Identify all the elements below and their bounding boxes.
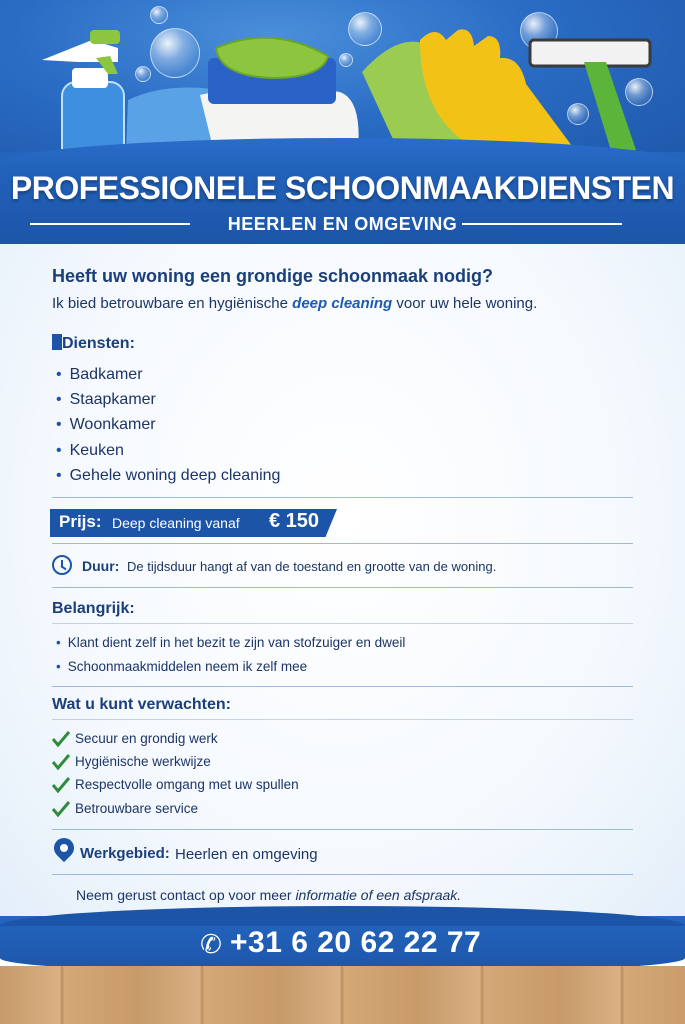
- price-text: Deep cleaning vanaf: [112, 515, 240, 531]
- list-item: Secuur en grondig werk: [75, 731, 218, 746]
- list-item: • Keuken: [56, 442, 124, 460]
- contact-text: Neem gerust contact op voor meer informatie of een afspraak.: [76, 887, 462, 903]
- divider: [52, 874, 633, 875]
- area-label: Werkgebied:: [80, 845, 170, 862]
- divider: [52, 587, 633, 588]
- services-heading: Diensten:: [52, 334, 135, 353]
- area-text: Heerlen en omgeving: [175, 846, 318, 863]
- divider: [52, 623, 633, 624]
- list-item: • Gehele woning deep cleaning: [56, 467, 280, 485]
- divider: [52, 829, 633, 830]
- price-label: Prijs:: [59, 512, 102, 531]
- phone-icon: ✆: [200, 929, 222, 959]
- divider: [52, 543, 633, 544]
- heading-marker: [52, 334, 62, 350]
- page-subtitle: HEERLEN EN OMGEVING: [227, 214, 458, 234]
- intro-text: Ik bied betrouwbare en hygiënische deep cleaning voor uw hele woning.: [52, 295, 538, 312]
- wooden-floor: [0, 966, 685, 1024]
- price-amount: € 150: [269, 510, 320, 532]
- list-item: • Staapkamer: [56, 391, 156, 409]
- divider: [52, 686, 633, 687]
- divider: [52, 497, 633, 498]
- important-heading: Belangrijk:: [52, 600, 135, 617]
- duration-label: Duur:: [82, 558, 120, 574]
- list-item: • Badkamer: [56, 366, 143, 384]
- expect-heading: Wat u kunt verwachten:: [52, 696, 231, 713]
- check-icon: [52, 731, 70, 747]
- duration-text: De tijdsduur hangt af van de toestand en grootte van de woning.: [127, 559, 497, 574]
- list-item: Hygiënische werkwijze: [75, 754, 211, 769]
- list-item: • Klant dient zelf in het bezit te zijn van stofzuiger en dweil: [56, 635, 405, 650]
- list-item: • Woonkamer: [56, 416, 156, 434]
- divider: [52, 719, 633, 720]
- clock-icon: [52, 555, 72, 575]
- list-item: Betrouwbare service: [75, 801, 199, 816]
- check-icon: [52, 777, 70, 793]
- page-title: PROFESSIONELE SCHOONMAAKDIENSTEN: [10, 170, 675, 206]
- list-item: Respectvolle omgang met uw spullen: [75, 777, 299, 792]
- phone-number[interactable]: +31 6 20 62 22 77: [230, 926, 482, 959]
- list-item: • Schoonmaakmiddelen neem ik zelf mee: [56, 659, 307, 674]
- check-icon: [52, 754, 70, 770]
- divider: [462, 223, 622, 225]
- check-icon: [52, 801, 70, 817]
- intro-question: Heeft uw woning een grondige schoonmaak nodig?: [52, 266, 494, 286]
